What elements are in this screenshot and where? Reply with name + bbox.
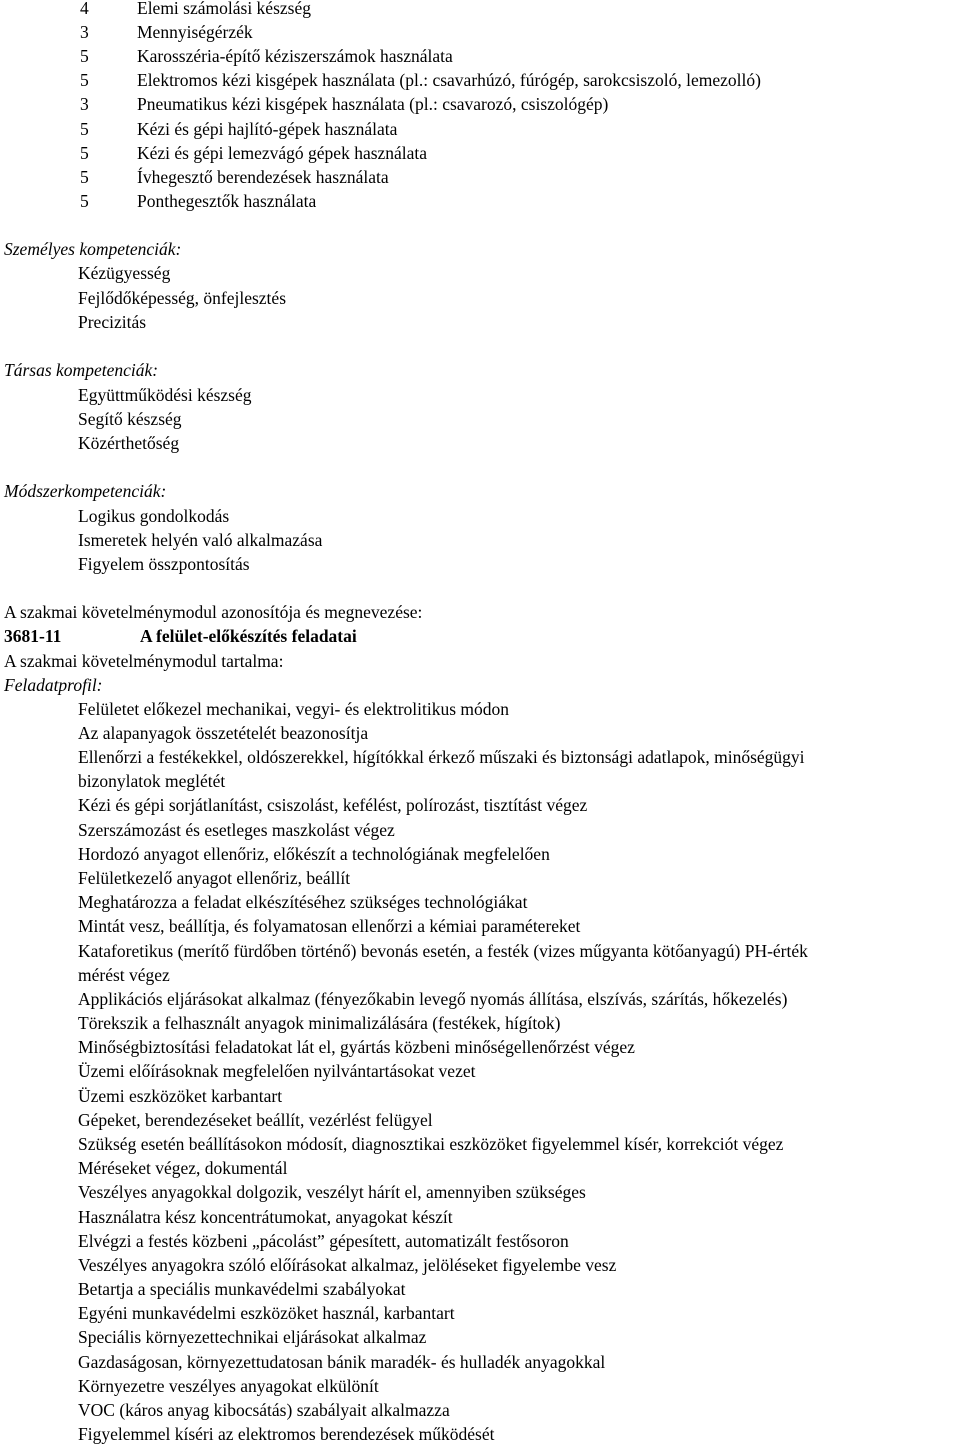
skill-text: Kézi és gépi lemezvágó gépek használata xyxy=(137,143,428,163)
section-heading-profile: Feladatprofil: xyxy=(4,675,103,695)
list-item: Fejlődőképesség, önfejlesztés xyxy=(78,288,287,308)
list-item: Kézügyesség xyxy=(78,263,171,283)
task-item: Speciális környezettechnikai eljárásokat alkalmaz xyxy=(78,1327,427,1347)
section-heading-social: Társas kompetenciák: xyxy=(4,360,159,380)
task-item: Az alapanyagok összetételét beazonosítja xyxy=(78,723,369,743)
task-item: Ellenőrzi a festékekkel, oldószerekkel, hígítókkal érkező műszaki és biztonsági adatlapok, minőségügyi xyxy=(78,747,805,767)
task-item: Méréseket végez, dokumentál xyxy=(78,1158,288,1178)
module-title-row xyxy=(4,624,504,648)
task-item: Mintát vesz, beállítja, és folyamatosan ellenőrzi a kémiai paramétereket xyxy=(78,916,581,936)
skill-text: Ívhegesztő berendezések használata xyxy=(137,167,389,187)
task-item: Meghatározza a feladat elkészítéséhez szükséges technológiákat xyxy=(78,892,528,912)
task-item: Veszélyes anyagokkal dolgozik, veszélyt hárít el, amennyiben szükséges xyxy=(78,1182,586,1202)
task-item: Környezetre veszélyes anyagokat elkülönít xyxy=(78,1376,379,1396)
level-number: 3 xyxy=(80,22,89,42)
skill-text: Pneumatikus kézi kisgépek használata (pl.: csavarozó, csiszológép) xyxy=(137,94,609,114)
task-item: Gépeket, berendezéseket beállít, vezérlést felügyel xyxy=(78,1110,433,1130)
task-item: Kézi és gépi sorjátlanítást, csiszolást, kefélést, polírozást, tisztítást végez xyxy=(78,795,588,815)
list-item: Figyelem összpontosítás xyxy=(78,554,250,574)
task-item: Üzemi eszközöket karbantart xyxy=(78,1086,283,1106)
task-item: VOC (káros anyag kibocsátás) szabályait alkalmazza xyxy=(78,1400,450,1420)
task-item: Applikációs eljárásokat alkalmaz (fényezőkabin levegő nyomás állítása, elszívás, szárítás, hőkezelés) xyxy=(78,989,788,1009)
task-item: bizonylatok meglétét xyxy=(78,771,226,791)
level-number: 5 xyxy=(80,119,89,139)
task-item: Elvégzi a festés közbeni „pácolást” gépesített, automatizált festősoron xyxy=(78,1231,569,1251)
task-item: Felületkezelő anyagot ellenőriz, beállít xyxy=(78,868,351,888)
task-item: Kataforetikus (merítő fürdőben történő) bevonás esetén, a festék (vizes műgyanta kötőanyagú) PH-érték xyxy=(78,941,808,961)
skill-text: Ponthegesztők használata xyxy=(137,191,317,211)
level-number: 5 xyxy=(80,143,89,163)
task-item: Használatra kész koncentrátumokat, anyagokat készít xyxy=(78,1207,453,1227)
task-item: Felületet előkezel mechanikai, vegyi- és elektrolitikus módon xyxy=(78,699,510,719)
task-item: Gazdaságosan, környezettudatosan bánik maradék- és hulladék anyagokkal xyxy=(78,1352,606,1372)
task-item: Üzemi előírásoknak megfelelően nyilvántartásokat vezet xyxy=(78,1061,476,1081)
module-title: A felület-előkészítés feladatai xyxy=(140,626,357,646)
skill-text: Mennyiségérzék xyxy=(137,22,253,42)
skill-text: Elektromos kézi kisgépek használata (pl.: csavarhúzó, fúrógép, sarokcsiszoló, lemezolló) xyxy=(137,70,761,90)
task-item: Szükség esetén beállításokon módosít, diagnosztikai eszközöket figyelemmel kísér, korrekciót végez xyxy=(78,1134,784,1154)
level-number: 5 xyxy=(80,46,89,66)
list-item: Ismeretek helyén való alkalmazása xyxy=(78,530,323,550)
task-item: Minőségbiztosítási feladatokat lát el, gyártás közbeni minőségellenőrzést végez xyxy=(78,1037,635,1057)
task-item: mérést végez xyxy=(78,965,170,985)
task-item: Egyéni munkavédelmi eszközöket használ, karbantart xyxy=(78,1303,455,1323)
level-number: 3 xyxy=(80,94,89,114)
list-item: Együttműködési készség xyxy=(78,385,252,405)
task-item: Szerszámozást és esetleges maszkolást végez xyxy=(78,820,395,840)
section-heading-method: Módszerkompetenciák: xyxy=(4,481,167,501)
task-item: Betartja a speciális munkavédelmi szabályokat xyxy=(78,1279,406,1299)
list-item: Precizitás xyxy=(78,312,147,332)
skill-text: Elemi számolási készség xyxy=(137,0,311,18)
task-item: Hordozó anyagot ellenőriz, előkészít a technológiának megfelelően xyxy=(78,844,550,864)
task-item: Törekszik a felhasznált anyagok minimalizálására (festékek, hígítok) xyxy=(78,1013,561,1033)
list-item: Logikus gondolkodás xyxy=(78,506,230,526)
task-item: Figyelemmel kíséri az elektromos berendezések működését xyxy=(78,1424,495,1444)
level-number: 5 xyxy=(80,191,89,211)
task-item: Veszélyes anyagokra szóló előírásokat alkalmaz, jelöléseket figyelembe vesz xyxy=(78,1255,617,1275)
module-code: 3681-11 xyxy=(4,626,62,646)
list-item: Segítő készség xyxy=(78,409,182,429)
skill-text: Kézi és gépi hajlító-gépek használata xyxy=(137,119,398,139)
module-content-label: A szakmai követelménymodul tartalma: xyxy=(4,651,284,671)
level-number: 5 xyxy=(80,167,89,187)
module-id-label: A szakmai követelménymodul azonosítója és megnevezése: xyxy=(4,602,423,622)
section-heading-personal: Személyes kompetenciák: xyxy=(4,239,182,259)
skill-text: Karosszéria-építő kéziszerszámok használata xyxy=(137,46,453,66)
level-number: 5 xyxy=(80,70,89,90)
list-item: Közérthetőség xyxy=(78,433,180,453)
level-number: 4 xyxy=(80,0,89,18)
